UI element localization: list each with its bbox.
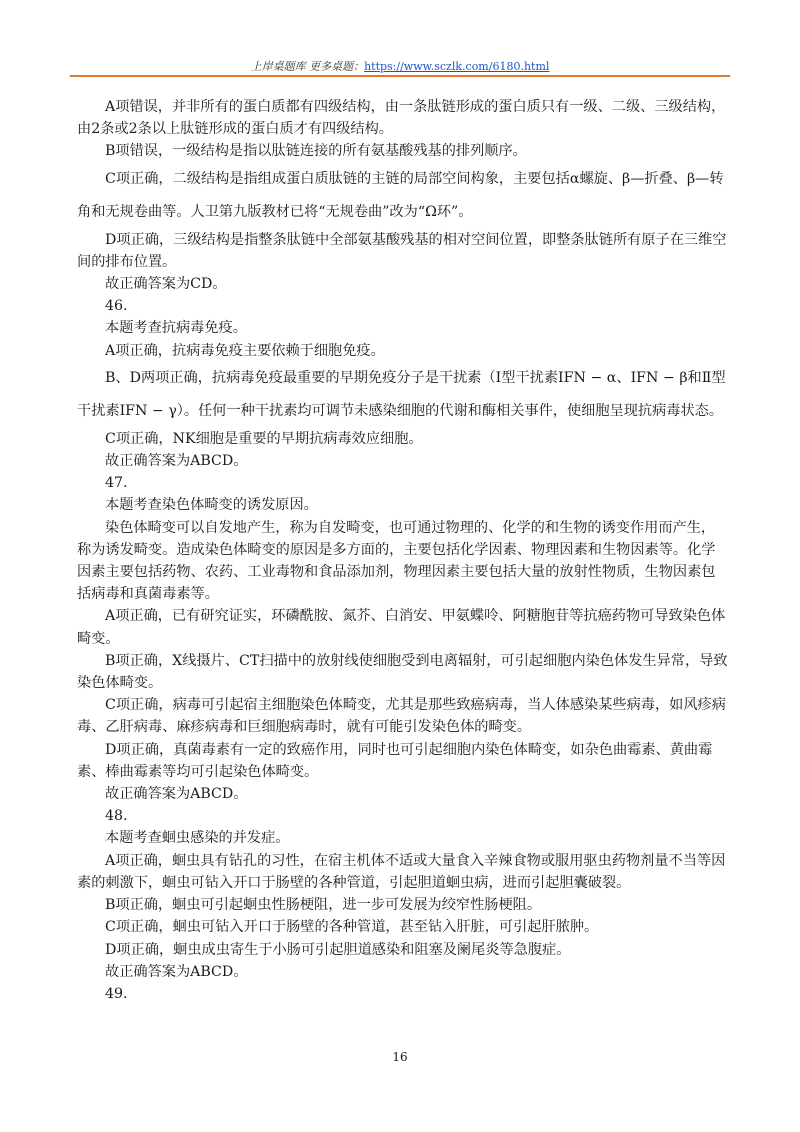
paragraph: C项正确，二级结构是指组成蛋白质肽链的主链的局部空间构象，主要包括α螺旋、β—折叠、β—转角和无规卷曲等。人卫第九版教材已将“无规卷曲”改为“Ω环”。 bbox=[77, 170, 724, 220]
paragraph: 故正确答案为ABCD。 bbox=[105, 963, 248, 980]
paragraph: C项正确，NK细胞是重要的早期抗病毒效应细胞。 bbox=[105, 430, 423, 447]
header-sep: 更多桌题： bbox=[305, 60, 365, 73]
paragraph: A项正确，抗病毒免疫主要依赖于细胞免疫。 bbox=[105, 342, 385, 359]
question-number: 49. bbox=[105, 985, 128, 1002]
paragraph: 本题考查抗病毒免疫。 bbox=[105, 320, 247, 337]
page-number: 16 bbox=[392, 1050, 408, 1064]
paragraph: B项正确，X线摄片、CT扫描中的放射线使细胞受到电离辐射，可引起细胞内染色体发生异常，导致染色体畸变。 bbox=[77, 652, 728, 692]
paragraph: A项正确，蛔虫具有钻孔的习性，在宿主机体不适或大量食入辛辣食物或服用驱虫药物剂量不当等因素的刺激下，蛔虫可钻入开口于肠壁的各种管道，引起胆道蛔虫病，进而引起胆囊破裂。 bbox=[77, 852, 726, 891]
paragraph: 故正确答案为CD。 bbox=[105, 276, 227, 293]
header-divider bbox=[70, 75, 730, 77]
question-number: 48. bbox=[105, 808, 128, 825]
paragraph: C项正确，病毒可引起宿主细胞染色体畸变，尤其是那些致癌病毒，当人体感染某些病毒，如风疹病毒、乙肝病毒、麻疹病毒和巨细胞病毒时，就有可能引发染色体的畸变。 bbox=[77, 697, 726, 736]
question-number: 47. bbox=[105, 475, 128, 492]
header-site: 上岸桌题库 bbox=[250, 60, 306, 73]
paragraph: C项正确，蛔虫可钻入开口于肠壁的各种管道，甚至钻入肝脏，可引起肝脓肿。 bbox=[105, 919, 599, 936]
paragraph: 故正确答案为ABCD。 bbox=[105, 453, 248, 470]
paragraph: A项错误，并非所有的蛋白质都有四级结构，由一条肽链形成的蛋白质只有一级、二级、三级结构，由2条或2条以上肽链形成的蛋白质才有四级结构。 bbox=[77, 99, 726, 138]
document-body bbox=[77, 96, 729, 1005]
question-number: 46. bbox=[105, 298, 128, 315]
paragraph: D项正确，三级结构是指整条肽链中全部氨基酸残基的相对空间位置，即整条肽链所有原子在三维空间的排布位置。 bbox=[77, 231, 727, 270]
paragraph: B、D两项正确，抗病毒免疫最重要的早期免疫分子是干扰素（Ⅰ型干扰素IFN − α、IFN − β和Ⅱ型干扰素IFN − γ）。任何一种干扰素均可调节未感染细胞的代谢和酶相关事件，使细胞呈现抗病毒状态。 bbox=[77, 369, 726, 419]
page-header bbox=[0, 58, 800, 74]
paragraph: 故正确答案为ABCD。 bbox=[105, 786, 248, 803]
paragraph: D项正确，蛔虫成虫寄生于小肠可引起胆道感染和阻塞及阑尾炎等急腹症。 bbox=[105, 941, 571, 958]
paragraph: 本题考查染色体畸变的诱发原因。 bbox=[105, 497, 318, 514]
paragraph: 染色体畸变可以自发地产生，称为自发畸变，也可通过物理的、化学的和生物的诱变作用而产生，称为诱发畸变。造成染色体畸变的原因是多方面的，主要包括化学因素、物理因素和生物因素等。化学因素主要包括药物、农药、工业毒物和食品添加剂，物理因素主要包括大量的放射性物质，生物因素包括病毒和真菌毒素等。 bbox=[77, 519, 716, 603]
paragraph: D项正确，真菌毒素有一定的致癌作用，同时也可引起细胞内染色体畸变，如杂色曲霉素、黄曲霉素、棒曲霉素等均可引起染色体畸变。 bbox=[77, 741, 713, 780]
paragraph: B项错误，一级结构是指以肽链连接的所有氨基酸残基的排列顺序。 bbox=[105, 143, 527, 160]
paragraph: B项正确，蛔虫可引起蛔虫性肠梗阻，进一步可发展为绞窄性肠梗阻。 bbox=[105, 897, 542, 914]
paragraph: A项正确，已有研究证实，环磷酰胺、氮芥、白消安、甲氨蝶呤、阿糖胞苷等抗癌药物可导致染色体畸变。 bbox=[77, 608, 726, 647]
paragraph: 本题考查蛔虫感染的并发症。 bbox=[105, 830, 290, 847]
header-link[interactable]: https://www.sczlk.com/6180.html bbox=[364, 60, 550, 73]
